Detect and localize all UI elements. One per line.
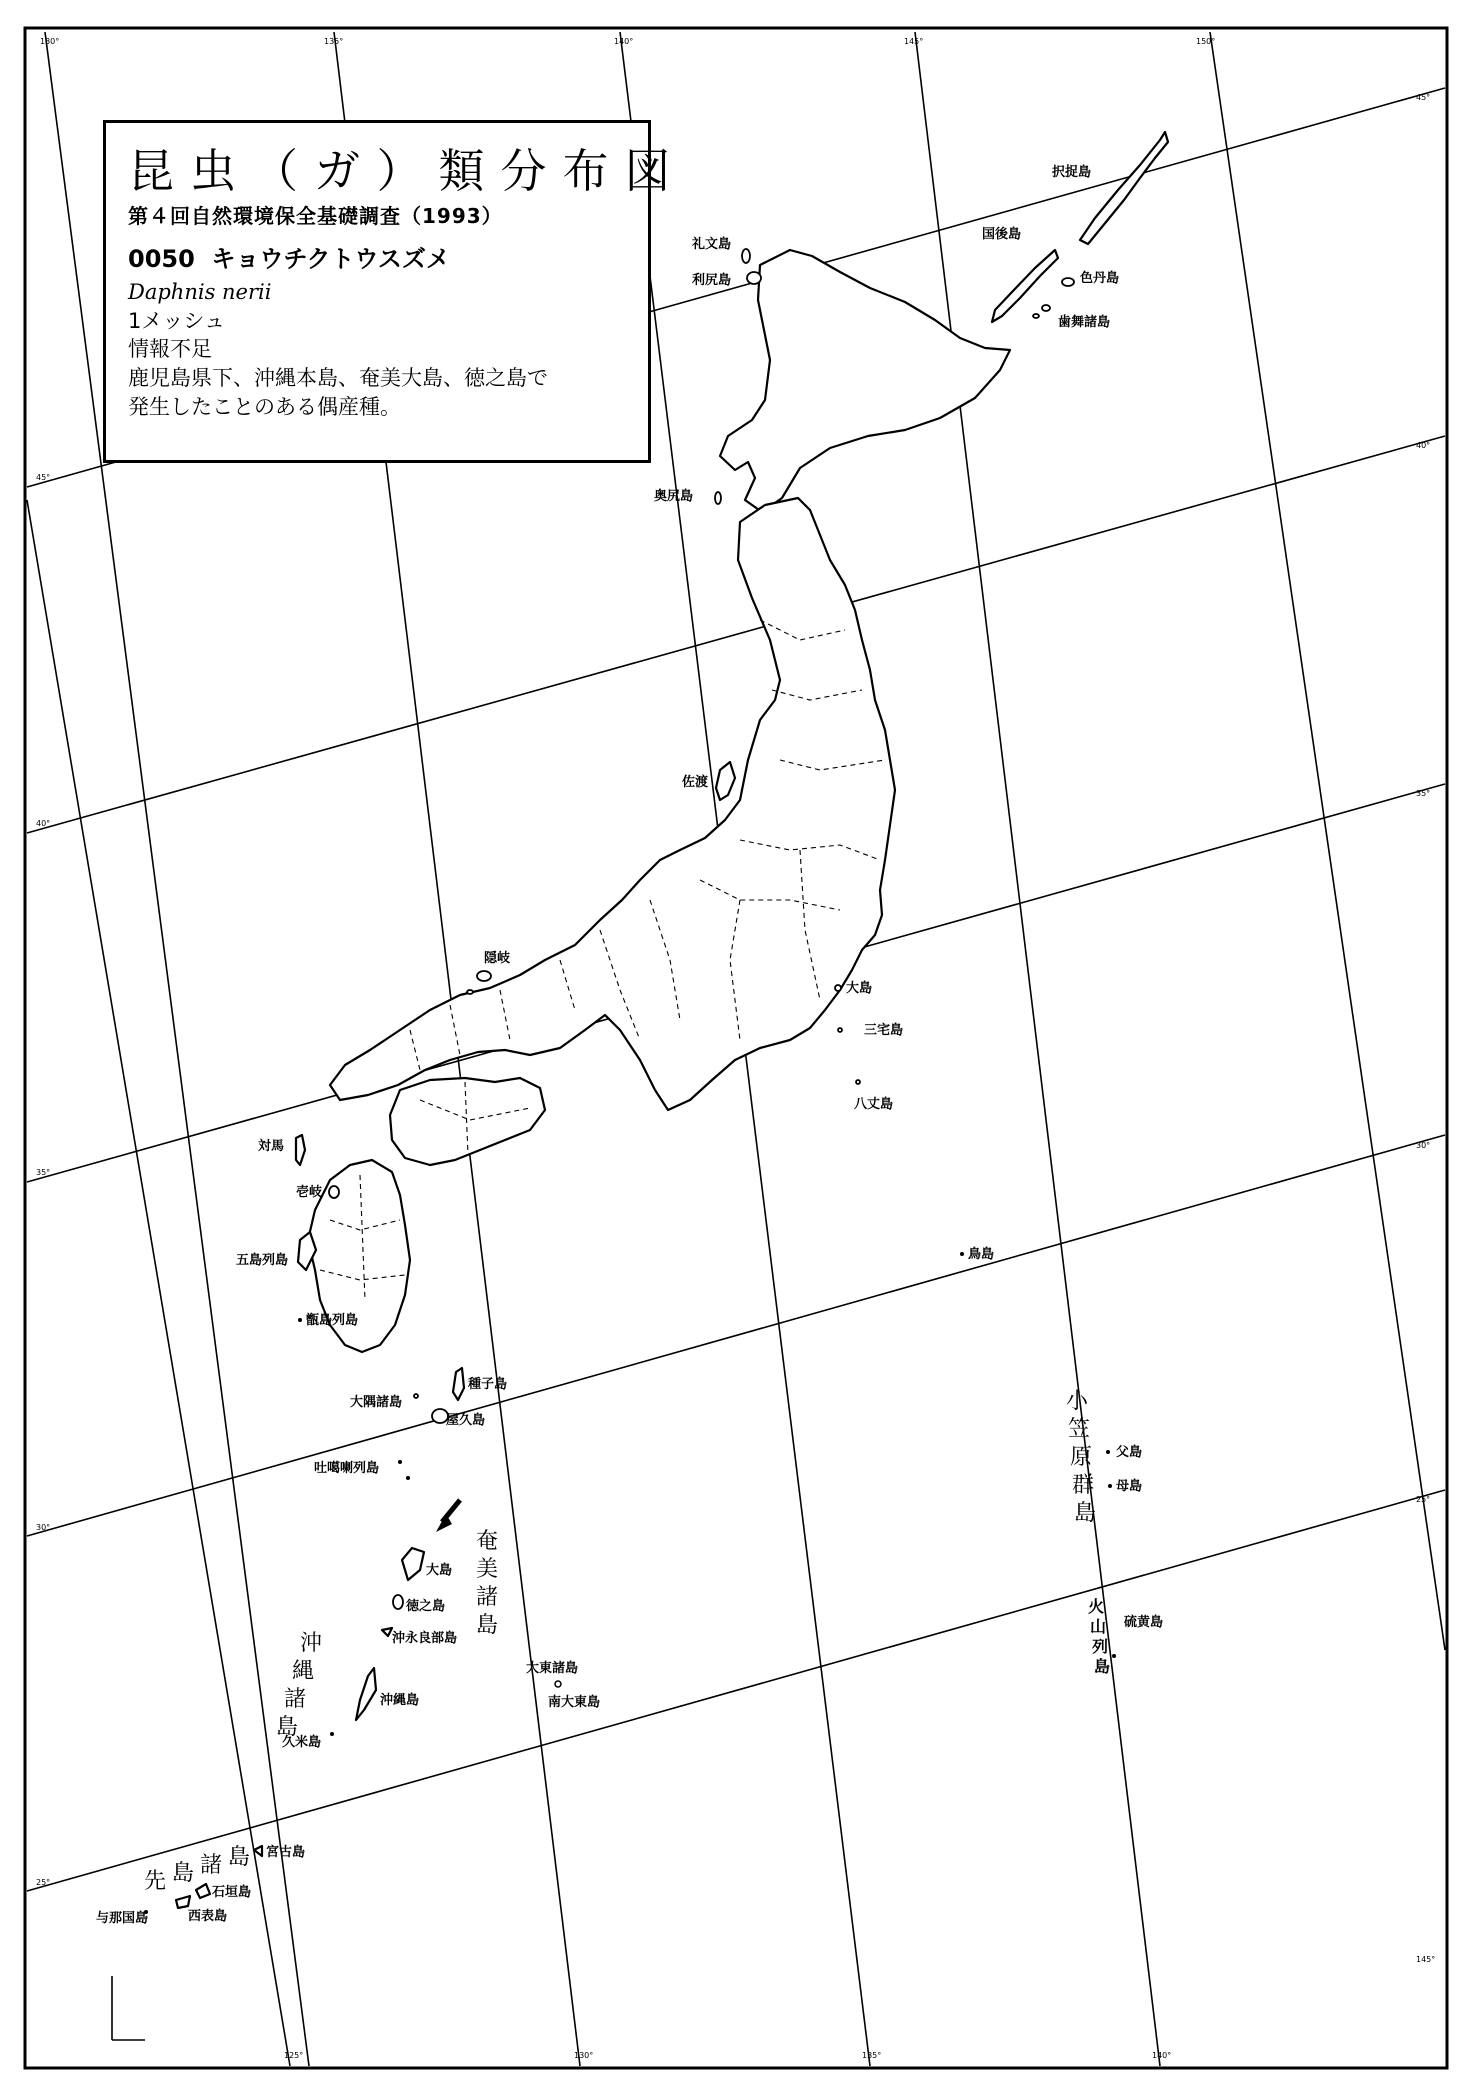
label-osumi: 大隅諸島 (350, 1395, 403, 1410)
tick-bottom-125: 125° (284, 2051, 304, 2060)
label-tokunoshima: 徳之島 (406, 1599, 446, 1614)
tick-right-35: 35° (1416, 789, 1431, 798)
etorofu-shape (1080, 132, 1168, 244)
tick-left-30: 30° (36, 1523, 51, 1532)
rebun-shape (742, 249, 750, 263)
okushiri-shape (715, 492, 721, 504)
chichijima-dot (1106, 1450, 1110, 1454)
tick-right-30: 30° (1416, 1141, 1431, 1150)
oki-shape (477, 971, 491, 981)
parallel-30 (27, 1135, 1445, 1536)
tick-top-135: 135° (324, 37, 344, 46)
label-shikotan: 色丹島 (1080, 271, 1120, 286)
tick-bottom-130: 130° (574, 2051, 594, 2060)
legend-box (103, 120, 687, 463)
label-daito: 大東諸島 (526, 1661, 579, 1676)
label-tokara: 吐噶喇列島 (314, 1461, 380, 1476)
group-okinawa-4: 島 (276, 1715, 299, 1740)
tick-left-35: 35° (36, 1168, 51, 1177)
rishiri-shape (747, 272, 761, 284)
group-amami-2: 美 (476, 1557, 499, 1582)
group-kazan-3: 列 (1092, 1637, 1109, 1656)
label-hachijo: 八丈島 (854, 1097, 894, 1112)
label-sado: 佐渡 (682, 775, 709, 790)
arrow-icon (436, 1500, 460, 1532)
label-habomai: 歯舞諸島 (1058, 315, 1111, 330)
oki-shape-2 (467, 990, 473, 994)
shikoku-shape (390, 1078, 545, 1165)
scientific-name: Daphnis nerii (128, 280, 272, 304)
group-sakishima-2: 島 (172, 1861, 195, 1886)
okinawa-shape (356, 1668, 376, 1720)
tick-right-25: 25° (1416, 1495, 1431, 1504)
label-oshima: 大島 (846, 981, 873, 996)
kume-dot (330, 1732, 334, 1736)
survey-subtitle: 第４回自然環境保全基礎調査（1993） (128, 204, 503, 228)
label-okinawa-jima: 沖縄島 (380, 1693, 420, 1708)
label-minami-daito: 南大東島 (548, 1695, 601, 1710)
miyake-shape (838, 1028, 842, 1032)
osumi-dot (414, 1394, 418, 1398)
label-ioto: 硫黄島 (1124, 1615, 1164, 1630)
label-yakushima: 屋久島 (446, 1413, 486, 1428)
tick-bottom-135: 135° (862, 2051, 882, 2060)
label-rishiri: 利尻島 (692, 273, 732, 288)
label-koshiki: 甑島列島 (306, 1313, 359, 1328)
species-code: 0050 (128, 245, 195, 273)
tick-bottom-140: 140° (1152, 2051, 1172, 2060)
minami-daito-shape (555, 1681, 561, 1687)
label-chichijima: 父島 (1116, 1445, 1143, 1460)
note-line-1: 鹿児島県下、沖縄本島、奄美大島、徳之島で (128, 366, 548, 390)
label-miyako: 宮古島 (266, 1845, 306, 1860)
tick-right-145: 145° (1416, 1955, 1436, 1964)
mesh-count: 1メッシュ (128, 309, 225, 333)
torishima-dot (960, 1252, 964, 1256)
label-yonaguni: 与那国島 (96, 1911, 149, 1926)
group-kazan-4: 島 (1094, 1657, 1111, 1676)
shikotan-shape (1062, 278, 1074, 286)
label-amami-oshima: 大島 (426, 1563, 453, 1578)
tick-left-45: 45° (36, 473, 51, 482)
label-okinoerabu: 沖永良部島 (392, 1631, 458, 1646)
label-kunashiri: 国後島 (982, 227, 1022, 242)
group-kazan-1: 火 (1088, 1597, 1105, 1616)
amami-oshima-shape (402, 1548, 424, 1580)
tick-top-130: 130° (40, 37, 60, 46)
label-torishima: 鳥島 (968, 1247, 995, 1262)
status-text: 情報不足 (128, 337, 212, 361)
note-line-2: 発生したことのある偶産種。 (128, 395, 401, 419)
sado-shape (716, 762, 735, 800)
iki-shape (329, 1186, 339, 1198)
tick-left-40: 40° (36, 819, 51, 828)
group-labels (144, 1389, 1110, 1894)
group-okinawa-3: 諸 (284, 1687, 307, 1712)
meridian-125 (27, 500, 290, 2066)
tick-right-40: 40° (1416, 441, 1431, 450)
tokunoshima-shape (393, 1595, 403, 1609)
tokara-dot-2 (406, 1476, 410, 1480)
tick-top-145: 145° (904, 37, 924, 46)
label-iki: 壱岐 (296, 1185, 323, 1200)
group-ogasawara-4: 群 (1072, 1473, 1095, 1498)
label-iriomote: 西表島 (188, 1909, 228, 1924)
map-title: 昆虫（ガ）類分布図 (128, 144, 687, 198)
group-sakishima-1: 先 (144, 1869, 167, 1894)
meridian-150 (1210, 32, 1445, 1650)
label-goto: 五島列島 (236, 1253, 289, 1268)
label-oki: 隠岐 (484, 951, 511, 966)
group-amami-3: 諸 (476, 1585, 499, 1610)
group-ogasawara-1: 小 (1066, 1389, 1089, 1414)
group-okinawa-1: 沖 (300, 1631, 323, 1656)
tsushima-shape (296, 1135, 305, 1165)
label-ishigaki: 石垣島 (212, 1885, 252, 1900)
label-rebun: 礼文島 (692, 237, 732, 252)
label-miyake: 三宅島 (864, 1023, 904, 1038)
tick-top-150: 150° (1196, 37, 1216, 46)
iriomote-shape (176, 1896, 190, 1908)
label-tsushima: 対馬 (258, 1139, 285, 1154)
label-kume: 久米島 (282, 1735, 322, 1750)
izu-oshima-shape (835, 985, 841, 991)
group-okinawa-2: 縄 (292, 1659, 315, 1684)
small-islands (144, 971, 1116, 1914)
group-ogasawara-3: 原 (1070, 1445, 1093, 1470)
label-etorofu: 択捉島 (1052, 165, 1092, 180)
koshiki-dot (298, 1318, 302, 1322)
species-name: キョウチクトウスズメ (211, 245, 450, 273)
habomai-shape-2 (1033, 314, 1039, 318)
group-amami-1: 奄 (476, 1529, 499, 1554)
hachijo-shape (856, 1080, 860, 1084)
parallel-25 (27, 1490, 1445, 1891)
label-tanegashima: 種子島 (468, 1377, 508, 1392)
group-amami-4: 島 (476, 1613, 499, 1638)
ishigaki-shape (196, 1884, 210, 1898)
tick-top-140: 140° (614, 37, 634, 46)
label-okushiri: 奥尻島 (654, 489, 694, 504)
hokkaido-shape (720, 250, 1010, 512)
group-ogasawara-2: 笠 (1068, 1417, 1091, 1442)
tick-right-45: 45° (1416, 93, 1431, 102)
group-kazan-2: 山 (1090, 1617, 1107, 1636)
group-sakishima-3: 諸 (200, 1853, 223, 1878)
tokara-dot-1 (398, 1460, 402, 1464)
habomai-shape (1042, 305, 1050, 311)
okinoerabu-shape (382, 1628, 392, 1636)
parallel-40 (27, 436, 1445, 833)
tanegashima-shape (453, 1368, 464, 1400)
species-heading (128, 241, 630, 277)
ioto-dot (1112, 1654, 1116, 1658)
tick-left-25: 25° (36, 1878, 51, 1887)
group-sakishima-4: 島 (228, 1845, 251, 1870)
honshu-shape (330, 498, 895, 1110)
hahajima-dot (1108, 1484, 1112, 1488)
group-ogasawara-5: 島 (1074, 1501, 1097, 1526)
label-hahajima: 母島 (1116, 1479, 1143, 1494)
